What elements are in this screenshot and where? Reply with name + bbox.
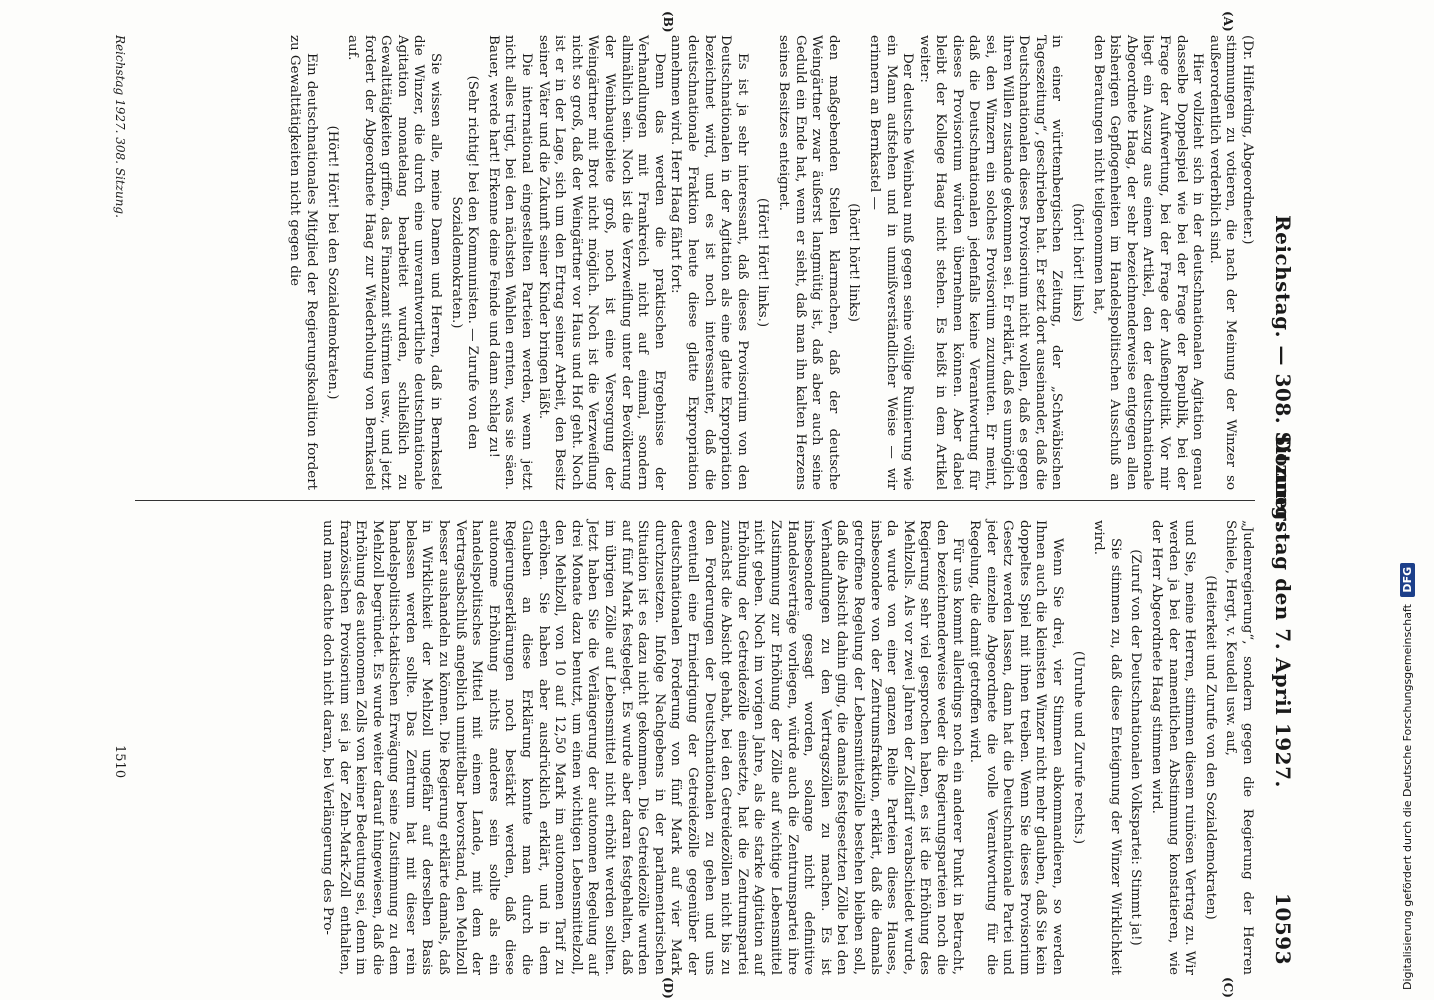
margin-marker-b: (B)	[661, 11, 675, 33]
paragraph: und Sie, meine Herren, stimmen diesem ruinösen Vertrag zu. Wir werden ja bei der namentlichen Abstimmung konstatieren, wie der Herr Abgeordnete Haag stimmen wird.	[1149, 520, 1198, 975]
paragraph: Die international eingestellten Parteien werden, wenn jetzt nicht alles trügt, bei den nächsten Wahlen ernten, was sie säen. Bauer, werde hart! Erkenne deine Feinde und dann schlag zu!	[485, 35, 535, 490]
paragraph: Denn das werden die praktischen Ergebnisse der Verhandlungen mit Frankreich nicht auf einmal, sondern allmählich sein. Noch ist die Verzweiflung unter der Bevölkerung der Weinbaugebiete groß, noch ist eine Versorgung der Weingärtner mit Brot nicht möglich. Noch ist die Verzweiflung nicht so groß, daß der Weingärtner vor Haus und Hof geht. Noch ist er in der Lage, sich um den Ertrag seiner Arbeit, den Besitz seiner Väter und die Zukunft seiner Kinder bringen läßt.	[535, 35, 667, 490]
margin-marker-c: (C)	[1221, 977, 1235, 998]
dfg-logo-badge: DFG	[1400, 563, 1415, 597]
paragraph: Der deutsche Weinbau muß gegen seine völlige Ruinierung wie ein Mann aufstehen und in unmißverständlicher Weise — wir erinnern an Bernkastel —	[866, 35, 916, 490]
paragraph: in einer württembergischen Zeitung, der „Schwäbischen Tageszeitung“, geschrieben hat. Er setzt dort auseinander, daß die Deutschnationalen dieses Provisorium nicht wollen, daß es gegen ihren Willen zustande gekommen sei. Er erklärt, daß es unmöglich sei, den Winzern ein solches Provisorium zuzumuten. Er meint, daß die Deutschnationalen jedenfalls keine Verantwortung für dieses Provisorium würden übernehmen können. Aber dabei bleibt der Kollege Haag nicht stehen. Es heißt in dem Artikel weiter:	[916, 35, 1065, 490]
interjection: (hört! hört! links)	[846, 203, 862, 322]
paragraph: (Dr. Hilferding, Abgeordneter.)	[1240, 35, 1255, 245]
interjection: (Zuruf von der Deutschnationalen Volkspartei: Stimmt ja!)	[1128, 549, 1144, 946]
interjection: (hört! hört! links)	[1070, 203, 1086, 322]
paragraph: Ein deutschnationales Mitglied der Regierungskoalition fordert zu Gewalttätigkeiten nicht gegen die	[287, 35, 319, 490]
paragraph: Sie stimmen zu, daß diese Enteignung der Winzer Wirklichkeit wird.	[1091, 520, 1123, 975]
scanned-page	[15, 5, 1315, 1000]
interjection: (Hört! Hört! links.)	[755, 197, 771, 328]
footer-page-number: 1510	[112, 745, 127, 779]
margin-marker-d: (D)	[661, 977, 675, 999]
paragraph: Für uns kommt allerdings noch ein anderer Punkt in Betracht, den bezeichnenderweise weder die Regierungsparteien noch die Regierung sehr viel gesprochen haben, es ist die Erhöhung des Mehlzolls. Als vor zwei Jahren der Zolltarif verabschiedet wurde, da wurde von einer ganzen Reihe Parteien dieses Hauses, insbesondere von der Zentrumsfraktion, erklärt, daß die damals getroffene Regelung der Lebensmittelzölle bestehen bleiben soll, daß die Absicht dahin ging, die damals festgesetzten Zölle bei den Verhandlungen zu den Vertragszöllen zu machen. Es ist insbesondere gesagt worden, solange nicht definitive Handelsverträge vorliegen, würde auch die Zentrumspartei ihre Zustimmung zur Erhöhung der Zölle auf wichtige Lebensmittel nicht geben. Noch im vorigen Jahre, als die starke Agitation auf Erhöhung der Getreidezölle einsetzte, hat die Zentrumspartei zunächst die Absicht gehabt, bei den Getreidezöllen nicht bis zu den Forderungen der Deutschnationalen zu gehen und uns eventuell eine Erniedrigung der Getreidezölle gegenüber der deutschnationalen Forderung von fünf Mark auf vier Mark durchzusetzen. Infolge Nachgebens in der parlamentarischen Situation ist es dazu nicht gekommen. Die Getreidezölle wurden auf fünf Mark festgelegt. Es wurde aber daran festgehalten, daß im übrigen Zölle auf Lebensmittel nicht erhöht werden sollten. Jetzt haben Sie die Verlängerung der autonomen Regelung auf drei Monate dazu benutzt, um einen wichtigen Lebensmittelzoll, den Mehlzoll, von 10 auf 12,50 Mark im autonomen Tarif zu erhöhen. Sie haben aber ausdrücklich erklärt, und in dem Glauben an diese Erklärung konnte man durch die Regierungserklärungen noch bestärkt werden, daß diese autonome Erhöhung nichts anderes sein sollte als ein handelspolitisches Mittel mit einem Lande, mit dem der Vertragsabschluß angeblich unmittelbar bevorstand, den Mehlzoll besser aushandeln zu können. Die Regierung erklärte damals, daß in Wirklichkeit der Mehlzoll ungefähr auf derselben Basis belassen werden sollte. Das Zentrum hat mit dieser rein handelspolitisch-taktischen Erwägung seine Zustimmung zu dem Mehlzoll begründet. Es wurde weiter darauf hingewiesen, daß die Erhöhung des autonomen Zolls von keiner Bedeutung sei, denn im französischen Provisorium sei ja der Zehn-Mark-Zoll enthalten, und man dachte doch nicht daran, bei Verlängerung des Pro-	[319, 520, 966, 975]
paragraph: Es ist ja sehr interessant, daß dieses Provisorium von den Deutschnationalen in der Agitation als eine glatte Expropriation bezeichnet wird, und es ist noch interessanter, daß die deutschnationale Fraktion heute diese glatte Expropriation annehmen wird. Herr Haag fährt fort:	[668, 35, 750, 490]
interjection: (Sehr richtig! bei den Kommunisten. — Zurufe von den Sozialdemokraten.)	[448, 75, 481, 450]
header-right	[1271, 435, 1295, 965]
right-column	[318, 520, 1255, 975]
interjection: (Hört! Hört! bei den Sozialdemokraten.)	[324, 125, 340, 400]
paragraph: den maßgebenden Stellen klarmachen, daß der deutsche Weingärtner zwar äußerst langmütig ist, daß aber auch seine Geduld ein Ende hat, wenn er sieht, daß man ihn kalten Herzens seines Besitzes enteignet.	[775, 35, 841, 490]
header-left: Reichstag. — 308. Sitzung.	[1271, 215, 1295, 529]
page-header	[1265, 25, 1301, 985]
footer-left: Reichstag 1927. 308. Sitzung.	[113, 35, 127, 218]
digitization-credit	[1400, 0, 1422, 990]
margin-marker-a: (A)	[1221, 11, 1235, 32]
paragraph: stimmungen zu votieren, die nach der Meinung der Winzer so außerordentlich verderblich sind.	[1206, 35, 1239, 490]
page-number: 10593	[1271, 892, 1295, 965]
column-divider	[135, 500, 1255, 501]
left-column	[286, 35, 1255, 490]
paragraph: Wenn Sie drei, vier Stimmen abkommandieren, so werden Ihnen auch die kleinsten Winzer nicht mehr glauben, daß Sie kein doppeltes Spiel mit ihnen treiben. Wenn Sie dieses Provisorium Gesetz werden lassen, dann hat die Deutschnationale Partei und jeder einzelne Abgeordnete die volle Verantwortung für die Regelung, die damit getroffen wird.	[967, 520, 1066, 975]
interjection: (Heiterkeit und Zurufe von den Sozialdemokraten)	[1202, 575, 1218, 920]
paragraph: Hier vollzieht sich in der deutschnationalen Agitation genau dasselbe Doppelspiel wie bei der Frage der Republik, bei der Frage der Aufwertung, bei der Frage der Außenpolitik. Vor mir liegt ein Auszug aus einem Artikel, den der deutschnationale Abgeordnete Haag, der sehr bezeichnenderweise entgegen allen bisherigen Gepflogenheiten im Handelspolitischen Ausschuß an den Beratungen nicht teilgenommen hat,	[1090, 35, 1206, 490]
interjection: (Unruhe und Zurufe rechts.)	[1070, 650, 1086, 845]
header-date: Donnerstag den 7. April 1927.	[1271, 435, 1295, 788]
paragraph: Sie wissen alle, meine Damen und Herren, daß in Bernkastel die Winzer, die durch eine unverantwortliche deutschnationale Agitation monatelang bearbeitet wurden, schließlich zu Gewalttätigkeiten griffen, das Finanzamt stürmten usw., und jetzt fordert der Abgeordnete Haag zur Wiederholung von Bernkastel auf.	[345, 35, 444, 490]
credit-text: Digitalisierung gefördert durch die Deutsche Forschungsgemeinschaft	[1401, 604, 1414, 990]
paragraph: „Judenregierung“, sondern gegen die Regierung der Herren Schiele, Hergt, v. Keudell usw. auf,	[1223, 520, 1255, 975]
